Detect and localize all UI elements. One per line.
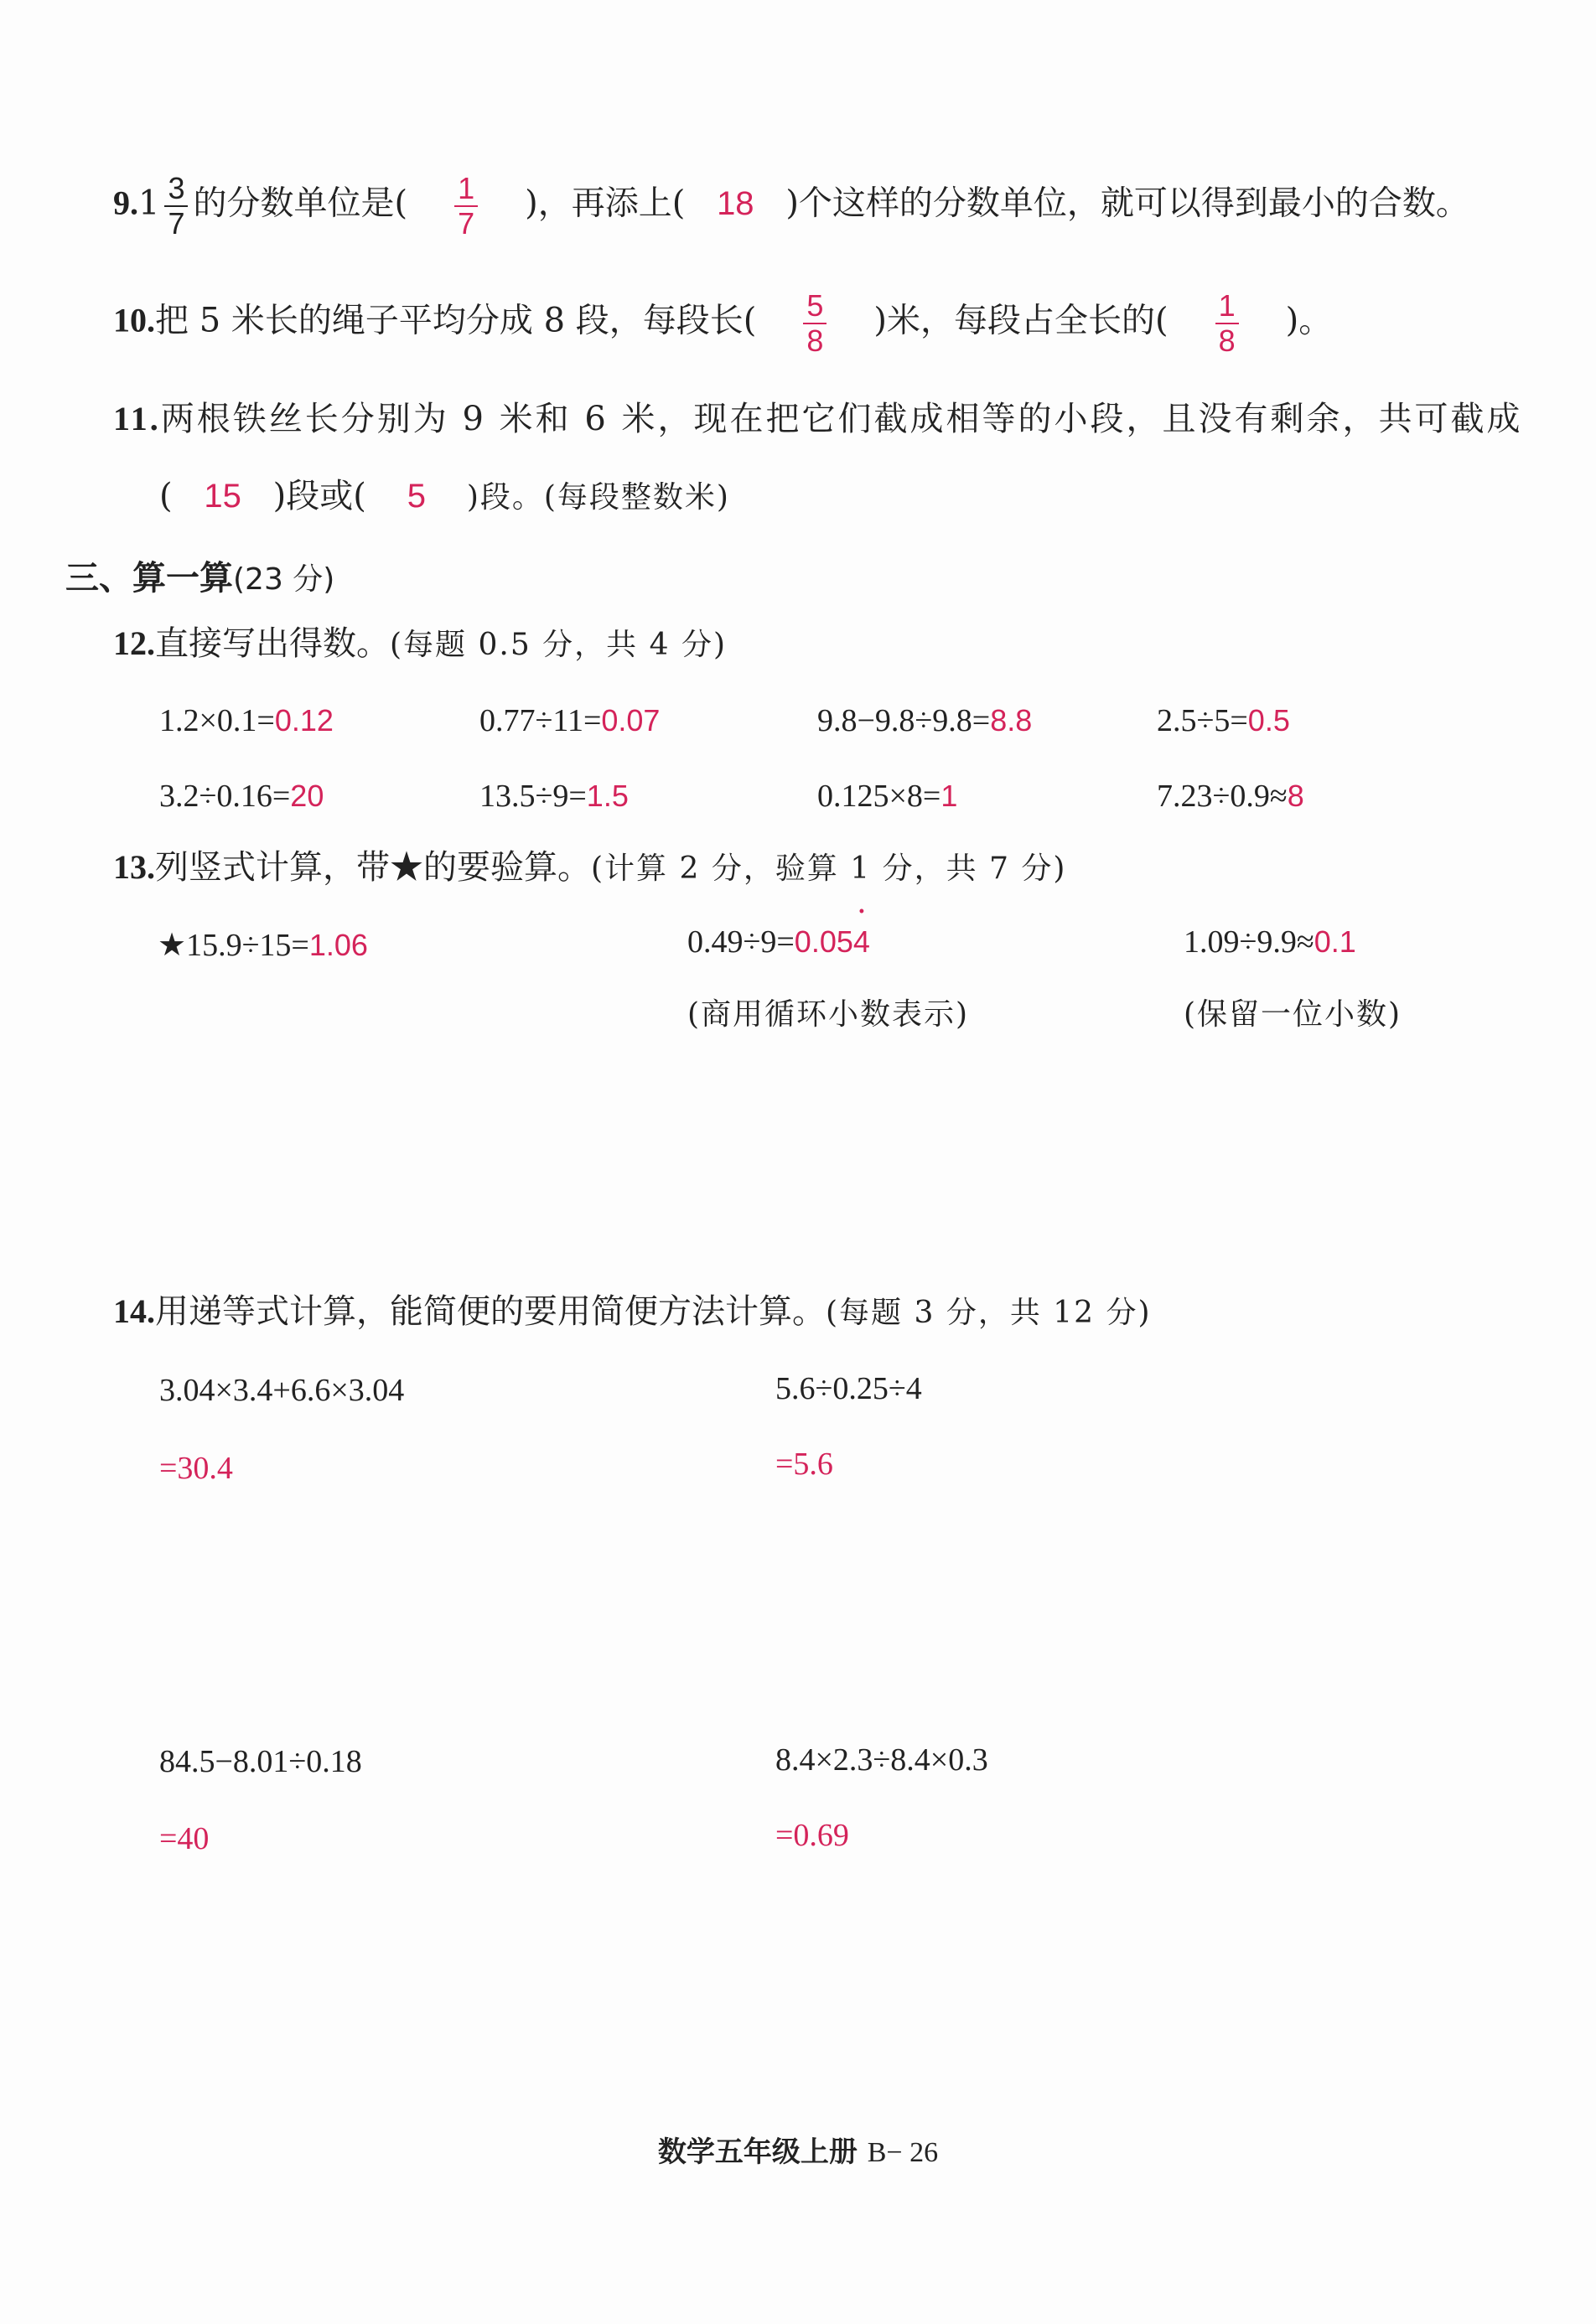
question-text: 把 5 米长的绳子平均分成 8 段，每段长(: [155, 301, 757, 340]
calc-item: 7.23÷0.9≈8: [1157, 779, 1304, 814]
section-score: (23 分): [233, 562, 335, 597]
calc-expression: 84.5−8.01÷0.18: [159, 1744, 362, 1779]
question-text: )米，每段占全长的(: [873, 301, 1168, 340]
question-number: 13.: [113, 848, 155, 886]
calc-item: ★15.9÷15=1.06: [158, 928, 368, 963]
question-text: )，再添上(: [525, 184, 686, 223]
question-text: )。: [1285, 301, 1333, 340]
whole-number: 1: [138, 184, 160, 223]
question-score: (每题 0.5 分，共 4 分): [390, 628, 728, 662]
answer: =0.69: [775, 1818, 849, 1853]
answer-fraction: $\frac{1}{7}$: [454, 172, 478, 240]
question-score: (计算 2 分，验算 1 分，共 7 分): [591, 851, 1067, 886]
answer: 20: [290, 779, 324, 813]
question-text: )个这样的分数单位，就可以得到最小的合数。: [785, 184, 1469, 223]
answer: 1: [940, 779, 958, 813]
calc-note: (商用循环小数表示): [687, 997, 970, 1032]
section-heading: 三、算一算: [65, 559, 233, 598]
question-text: 的分数单位是(: [193, 184, 408, 223]
question-9: [113, 172, 1469, 240]
calc-item: 13.5÷9=1.5: [479, 779, 629, 814]
calc-note: (保留一位小数): [1184, 997, 1402, 1032]
question-10: [113, 289, 1332, 357]
question-text: )段。(每段整数米): [466, 480, 730, 515]
answer: 0.05• 4: [795, 924, 870, 959]
question-11-line-2: [159, 479, 730, 513]
answer: 8: [1287, 779, 1304, 813]
answer-fraction: $\frac{5}{8}$: [803, 289, 826, 357]
fraction: $\frac{3}{7}$: [164, 172, 188, 240]
question-14: [113, 1292, 1152, 1331]
page-number: B− 26: [867, 2137, 939, 2168]
answer: 15: [204, 478, 241, 515]
question-number: 14.: [113, 1292, 155, 1330]
answer: 18: [717, 184, 754, 222]
calc-item: 9.8−9.8÷9.8=8.8: [817, 703, 1033, 738]
question-12: [113, 624, 728, 663]
answer: 0.12: [274, 703, 334, 738]
question-score: (每题 3 分，共 12 分): [826, 1296, 1152, 1330]
repeating-digit: • 4: [853, 924, 870, 960]
footer-title: 数学五年级上册: [657, 2135, 858, 2169]
question-number: 9.: [113, 184, 138, 222]
answer: =30.4: [159, 1451, 233, 1486]
answer: 0.07: [601, 703, 661, 738]
answer: =40: [159, 1821, 210, 1856]
calc-expression: 8.4×2.3÷8.4×0.3: [775, 1742, 988, 1778]
calc-expression: 3.04×3.4+6.6×3.04: [159, 1373, 405, 1408]
answer: 0.1: [1314, 924, 1356, 959]
question-number: 11.: [113, 400, 161, 437]
page-footer: [0, 2129, 1596, 2170]
question-11: [113, 402, 1523, 436]
question-text: 直接写出得数。: [155, 624, 390, 663]
answer-fraction: $\frac{1}{8}$: [1215, 289, 1239, 357]
question-number: 12.: [113, 624, 155, 662]
question-number: 10.: [113, 301, 155, 339]
answer: 5: [407, 478, 426, 515]
answer: 0.5: [1247, 703, 1290, 738]
question-text: 用递等式计算，能简便的要用简便方法计算。: [155, 1292, 826, 1331]
question-text: )段或(: [272, 477, 366, 515]
calc-expression: 5.6÷0.25÷4: [775, 1371, 922, 1406]
calc-item: 0.125×8=1: [817, 779, 958, 814]
calc-item: 1.2×0.1=0.12: [159, 703, 334, 738]
answer: 8.8: [990, 703, 1033, 738]
question-text: (: [159, 477, 173, 515]
calc-item: 2.5÷5=0.5: [1157, 703, 1290, 738]
calc-item: 0.49÷9=0.05• 4: [687, 924, 870, 960]
question-13: [113, 848, 1067, 887]
calc-item: 3.2÷0.16=20: [159, 779, 324, 814]
question-text: 两根铁丝长分别为 9 米和 6 米，现在把它们截成相等的小段，且没有剩余，共可截成: [160, 400, 1523, 438]
answer: =5.6: [775, 1447, 833, 1482]
calc-item: 0.77÷11=0.07: [479, 703, 661, 738]
section-title: [65, 551, 334, 599]
calc-item: 1.09÷9.9≈0.1: [1184, 924, 1356, 960]
answer: 1.06: [308, 928, 368, 962]
question-text: 列竖式计算，带★的要验算。: [155, 848, 591, 887]
answer: 1.5: [586, 779, 629, 813]
